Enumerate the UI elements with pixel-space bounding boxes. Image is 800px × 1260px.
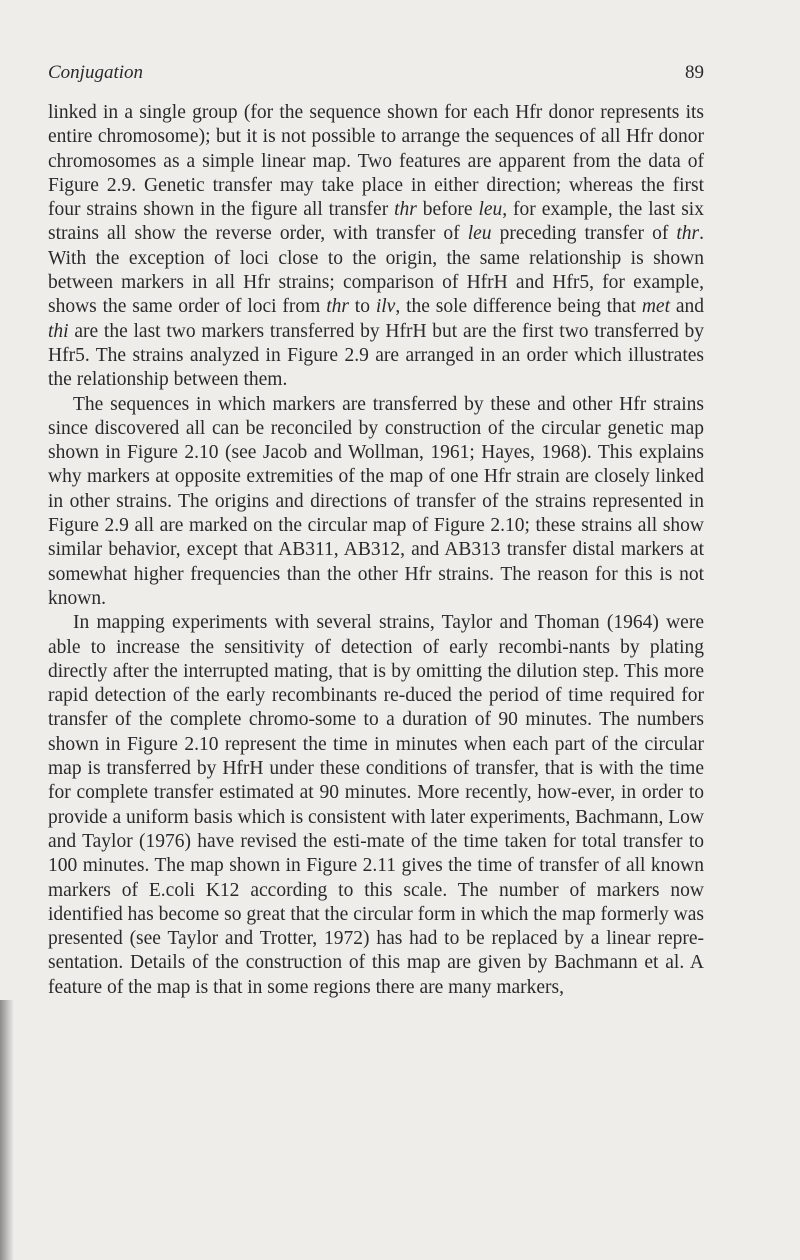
text-run: linked in a single group (for the sequence shown for each Hfr donor represents its entire chromosome); but it is not possible to arrange the sequences of all Hfr donor chromosomes as a simple linear map. Two features are apparent from the data of Figure 2.9. Genetic transfer may take place in either direction; whereas the first four strains shown in the figure all transfer <box>48 102 704 221</box>
chapter-title: Conjugation <box>48 62 144 83</box>
text-run: are the last two markers transferred by HfrH but are the first two transferred by Hfr5. The strains analyzed in Figure 2.9 are arranged in an order which illustrates the relationship between them. <box>48 320 704 391</box>
text-run: In mapping experiments with several strains, Taylor and Thoman (1964) were able to increase the sensitivity of detection of early recombi-nants by plating directly after the interrupted mating, that is by omitting the dilution step. This more rapid detection of the early recombinants re-duced the period of time required for transfer of the complete chromo-some to a duration of 90 minutes. The numbers shown in Figure 2.10 represent the time in minutes when each part of the circular map is transferred by HfrH under these conditions of transfer, that is with the time for complete transfer estimated at 90 minutes. More recently, how-ever, in order to provide a uniform basis which is consistent with later experiments, Bachmann, Low and Taylor (1976) have revised the esti-mate of the time taken for total transfer to 100 minutes. The map shown in Figure 2.11 gives the time of transfer of all known markers of E.coli K12 according to this scale. The number of markers now identified has become so great that the circular form in which the map formerly was presented (see Taylor and Trotter, 1972) has had to be replaced by a linear repre-sentation. Details of the construction of this map are given by Bachmann et al. A feature of the map is that in some regions there are many markers, <box>48 612 704 998</box>
page-number: 89 <box>685 62 704 83</box>
page-edge-shadow <box>0 1000 14 1260</box>
text-run: , the sole difference being that <box>395 296 642 318</box>
text-run: and <box>669 296 704 318</box>
text-run: The sequences in which markers are transferred by these and other Hfr strains since discovered all can be reconciled by construction of the circular genetic map shown in Figure 2.10 (see Jacob and Wollman, 1961; Hayes, 1968). This explains why markers at opposite extremities of the map of one Hfr strain are closely linked in other strains. The origins and directions of transfer of the strains represented in Figure 2.9 all are marked on the circular map of Figure 2.10; these strains all show similar behavior, except that AB311, AB312, and AB313 transfer distal markers at somewhat higher frequencies than the other Hfr strains. The reason for this is not known. <box>48 393 704 609</box>
text-run: preceding transfer of <box>491 223 677 245</box>
running-head <box>48 58 704 88</box>
text-run: , for example, the last six strains all show the reverse order, with transfer of <box>48 199 704 245</box>
text-run: . With the exception of loci close to the origin, the same relationship is shown between markers in all Hfr strains; comparison of HfrH and Hfr5, for example, shows the same order of loci from <box>48 223 704 318</box>
gene-name: ilv <box>375 296 396 318</box>
text-run: before <box>416 199 479 221</box>
gene-name: thr <box>676 223 700 245</box>
gene-name: met <box>641 296 670 318</box>
gene-name: leu <box>467 223 492 245</box>
text-run: to <box>348 296 376 318</box>
gene-name: leu <box>478 199 503 221</box>
paragraph-2 <box>48 393 704 612</box>
paragraph-3 <box>48 611 704 1000</box>
gene-name: thi <box>48 320 69 342</box>
paragraph-1 <box>48 101 704 393</box>
gene-name: thr <box>326 296 349 318</box>
body-text <box>48 101 704 1000</box>
gene-name: thr <box>394 199 417 221</box>
